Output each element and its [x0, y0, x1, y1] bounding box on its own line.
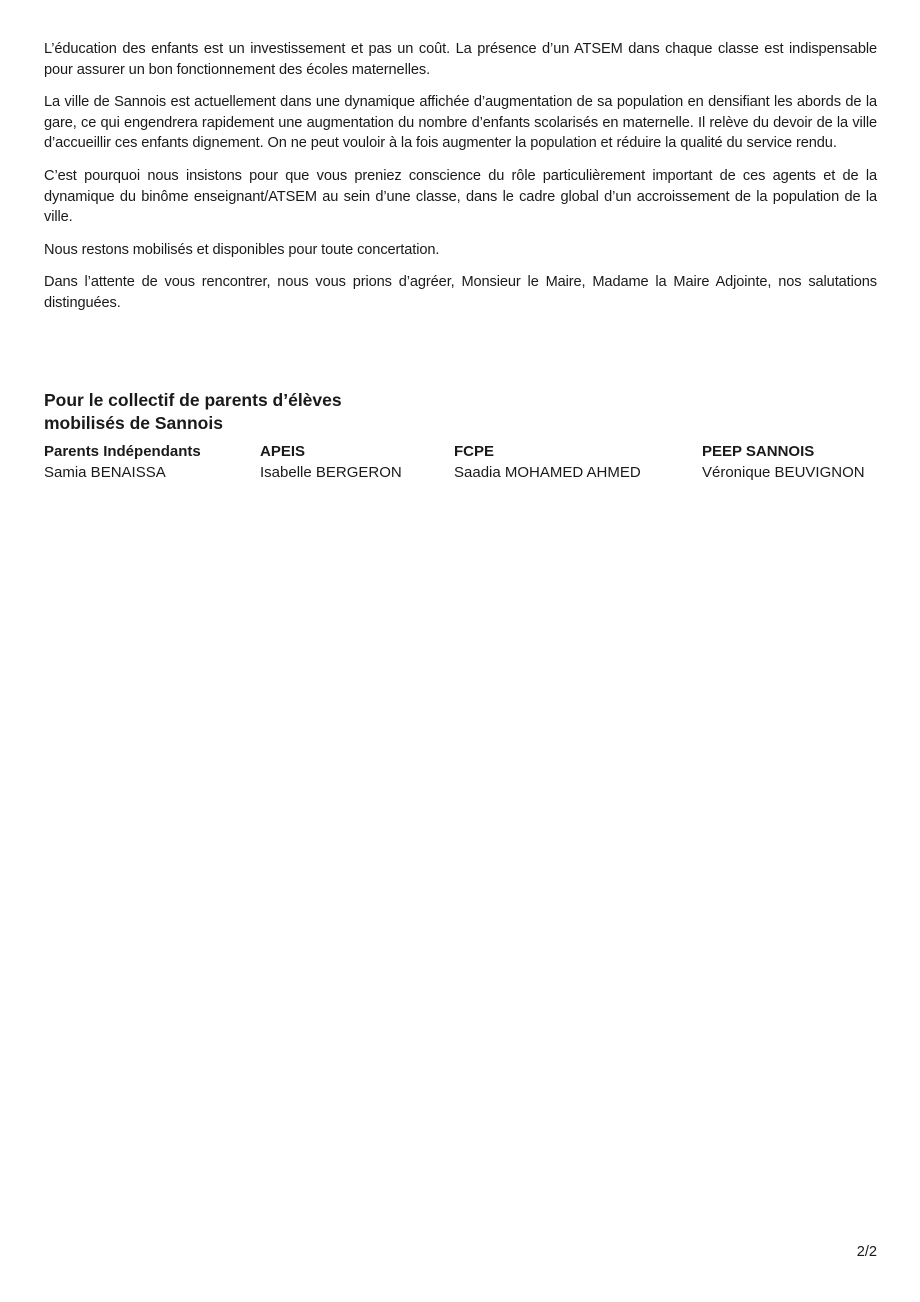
paragraph-closing: Dans l’attente de vous rencontrer, nous vous prions d’agréer, Monsieur le Maire, Madame la Maire Adjointe, nos salutations distinguées.: [44, 274, 877, 311]
signer-name: Samia BENAISSA: [44, 463, 166, 481]
paragraph-investment: L’éducation des enfants est un investissement et pas un coût. La présence d’un ATSEM dans chaque classe est indispensable pour assurer un bon fonctionnement des écoles maternelles.: [44, 41, 877, 78]
signer-organization: PEEP SANNOIS: [702, 443, 815, 460]
paragraph-population: La ville de Sannois est actuellement dans une dynamique affichée d’augmentation de sa population en densifiant les abords de la gare, ce qui engendrera rapidement une augmentation du nombre d’enfants scolarisés en maternelle. Il relève du devoir de la ville d’accueillir ces enfants dignement. On ne peut vouloir à la fois augmenter la population et réduire la qualité du service rendu.: [44, 94, 877, 152]
paragraph-mobilized: Nous restons mobilisés et disponibles pour toute concertation.: [44, 241, 440, 258]
signer-organization: FCPE: [454, 443, 495, 460]
signature-block: [44, 389, 877, 492]
signer-peep-sannois: [702, 442, 865, 483]
signer-name: Véronique BEUVIGNON: [702, 463, 865, 481]
signer-organization: APEIS: [260, 443, 306, 460]
signer-fcpe: [454, 442, 641, 483]
signers-list: [44, 442, 877, 492]
paragraph-awareness: C’est pourquoi nous insistons pour que vous preniez conscience du rôle particulièrement important de ces agents et de la dynamique du binôme enseignant/ATSEM au sein d’une classe, dans le cadre global d’un accroissement de la population de la ville.: [44, 167, 877, 226]
signer-parents-independants: [44, 442, 201, 483]
signer-apeis: [260, 442, 402, 483]
collective-title: Pour le collectif de parents d’élèves mobilisés de Sannois: [44, 390, 342, 433]
letter-body: [44, 39, 877, 326]
page-number: 2/2: [856, 1244, 877, 1260]
signer-organization: Parents Indépendants: [44, 443, 201, 460]
signer-name: Isabelle BERGERON: [260, 463, 402, 481]
signer-name: Saadia MOHAMED AHMED: [454, 463, 641, 481]
